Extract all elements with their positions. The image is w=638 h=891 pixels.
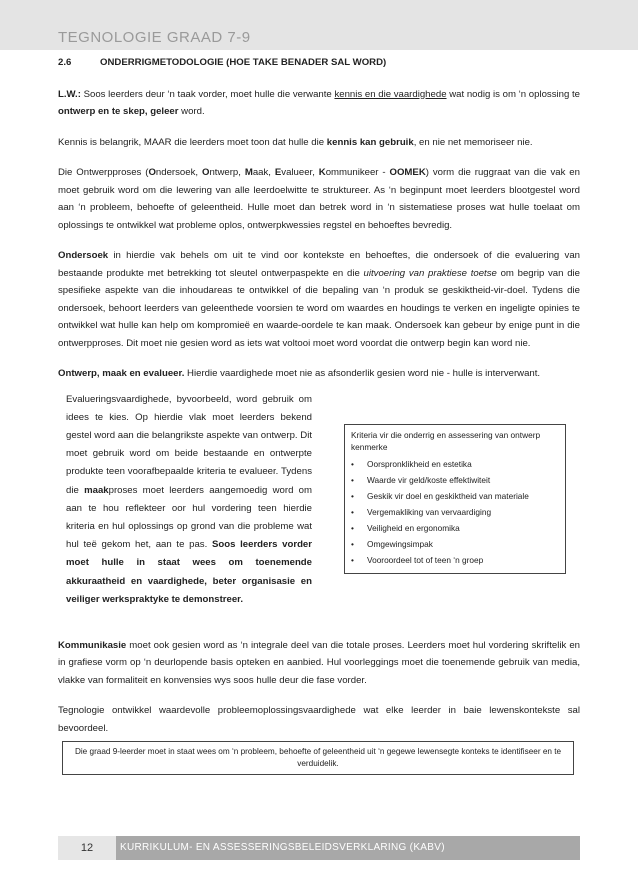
- bold-text: maak: [84, 484, 109, 496]
- bold-lead: Kommunikasie: [58, 639, 127, 651]
- text-run: om begrip van die spesifieke aspekte van die inhoudareas te ontwikkel of die bepaling van ‘n produk se geskiktheid-vir-doel. Tydens die ondersoek, behoort leerders van geleenthede voorsien te word om waardes en houdings te verken en ingeligte opinies te ontwikkel wat hulle kan help om kompromieë en waarde-oordele te kan maak. Ondersoek kan gebeur by enige punt in die ontwerpproses. Dit moet nie gesien word as iets wat voltooi moet word voordat die ontwerp begin kan word nie.: [58, 267, 581, 349]
- bullet: •: [351, 554, 354, 565]
- text-run: Hierdie vaardighede moet nie as afsonderlik gesien word nie - hulle is interverwant.: [184, 368, 541, 379]
- acronym-letter: K: [318, 167, 326, 178]
- criteria-list: [351, 458, 559, 566]
- list-item: [351, 522, 559, 534]
- list-item-text: Vooroordeel tot of teen ‘n groep: [367, 554, 484, 565]
- paragraph-oomek: [58, 164, 580, 234]
- bold-text: Soos leerders vorder moet hulle in staat wees om toenemende akkuraatheid en vaardighede, beter organisasie en veiliger werkspraktyke te demonstreer.: [66, 539, 312, 605]
- two-column-block: [58, 391, 580, 627]
- acronym-letter: O: [148, 167, 156, 178]
- underlined-text: kennis en die vaardighede: [334, 88, 447, 100]
- running-header: TEGNOLOGIE GRAAD 7-9: [58, 29, 251, 46]
- list-item: [351, 506, 559, 518]
- list-item-text: Vergemakliking van vervaardiging: [367, 506, 492, 517]
- list-item-text: Omgewingsimpak: [367, 538, 433, 549]
- text-run: valueer,: [281, 167, 319, 178]
- bullet: •: [351, 458, 354, 469]
- bold-lead: Ontwerp, maak en evalueer.: [58, 368, 185, 379]
- text-run: proses moet leerders aangemoedig word om aan te hou reflekteer oor hul vordering teen hierdie kriteria en hul oplossings op grond van die probleme wat hul teë gekom het, aan te pas.: [66, 484, 312, 551]
- criteria-title: Kriteria vir die onderrig en assessering van ontwerp kenmerke: [351, 429, 541, 452]
- text-run: word.: [178, 106, 205, 117]
- text-run: Die Ontwerpproses (: [58, 167, 149, 178]
- page-number: 12: [58, 836, 116, 860]
- lw-label: L.W.:: [58, 88, 81, 100]
- list-item-text: Veiligheid en ergonomika: [367, 522, 460, 533]
- text-run: ) vorm die ruggraat van die vak en moet gebruik word om die lewering van alle leerdoelwitte te struktureer. As ‘n beginpunt moet leerders blootgestel word aan ‘n probleem, behoefte of geleentheid. Hulle moet dan betrek word in ‘n sistematiese proses wat hulle toelaat om oplossings te ontwikkel wat probleme oplos, ontwerpkwessies regstel en behoeftes bevredig.: [58, 167, 580, 231]
- list-item-text: Geskik vir doel en geskiktheid van materiale: [367, 490, 529, 501]
- text-run: , en nie net memoriseer nie.: [413, 136, 533, 148]
- list-item: [351, 538, 559, 550]
- acronym-letter: O: [201, 167, 210, 178]
- footer-band: [58, 836, 580, 860]
- paragraph-tegnologie: [58, 702, 580, 737]
- italic-text: uitvoering van praktiese toetse: [363, 267, 497, 279]
- footer-title: KURRIKULUM- EN ASSESSERINGSBELEIDSVERKLARING (KABV): [120, 842, 445, 853]
- section-title: ONDERRIGMETODOLOGIE (HOE TAKE BENADER SAL WORD): [100, 57, 387, 68]
- paragraph-kommunikasie: [58, 637, 580, 690]
- text-run: Evalueringsvaardighede, byvoorbeeld, word gebruik om idees te kies. Op hierdie vlak moet leerders bekend gestel word aan die belangrikste aspekte van ontwerp. Dit moet gebruik word om beide bestaande en ontwerpte produkte teen voorafbepaalde kriteria te evalueer. Tydens die: [66, 393, 312, 496]
- oomek-acronym: OOMEK: [389, 167, 426, 178]
- bullet: •: [351, 474, 354, 485]
- text-run: ommunikeer -: [325, 167, 390, 178]
- paragraph-lw: [58, 86, 580, 121]
- text-run: ndersoek,: [155, 167, 202, 178]
- list-item: [351, 490, 559, 502]
- text-run: in hierdie vak behels om uit te vind oor kontekste en behoeftes, die ondersoek of die evaluering van bestaande produkte met betrekking tot sleutel ontwerpaspekte en die: [58, 250, 580, 279]
- bullet: •: [351, 490, 354, 501]
- text-run: wat nodig is om ‘n oplossing te: [446, 88, 580, 100]
- bullet: •: [351, 538, 354, 549]
- text-run: moet ook gesien word as ‘n integrale deel van die totale proses. Leerders moet hul vordering skriftelik en in grafiese vorm op ‘n deurlopende basis opteken en aanbied. Hul voorleggings moet die toenemende gebruik van media, vlakke van formaliteit en konvensies wys soos hulle deur die fase vorder.: [58, 639, 580, 686]
- acronym-letter: M: [244, 167, 253, 178]
- section-heading: [58, 54, 580, 72]
- bullet: •: [351, 506, 354, 517]
- paragraph-ontwerp: [58, 365, 580, 383]
- acronym-letter: E: [274, 167, 282, 178]
- section-number: 2.6: [58, 57, 72, 68]
- header-band: [0, 0, 638, 50]
- list-item: [351, 474, 559, 486]
- text-run: Tegnologie ontwikkel waardevolle probleemoplossingsvaardighede wat elke leerder in baie lewenskontekste sal bevoordeel.: [58, 705, 580, 734]
- list-item: [351, 458, 559, 470]
- list-item-text: Oorspronklikheid en estetika: [367, 458, 472, 469]
- grade9-note-box: Die graad 9-leerder moet in staat wees om ‘n probleem, behoefte of geleentheid uit ‘n gegewe lewensegte konteks te identifiseer en te verduidelik.: [62, 741, 574, 775]
- bold-text: kennis kan gebruik: [326, 136, 414, 148]
- bold-text: ontwerp en te skep, geleer: [58, 106, 179, 117]
- text-run: aak,: [252, 167, 275, 178]
- evaluation-text: [66, 391, 312, 609]
- text-run: ntwerp,: [209, 167, 245, 178]
- list-item-text: Waarde vir geld/koste effektiwiteit: [367, 474, 491, 485]
- paragraph-kennis: [58, 134, 580, 152]
- text-run: Soos leerders deur ‘n taak vorder, moet hulle die verwante: [80, 88, 335, 100]
- list-item: [351, 554, 559, 566]
- bullet: •: [351, 522, 354, 533]
- text-run: Kennis is belangrik, MAAR die leerders moet toon dat hulle die: [58, 136, 327, 148]
- paragraph-ondersoek: [58, 247, 580, 352]
- page-content: [58, 54, 580, 775]
- bold-lead: Ondersoek: [58, 250, 109, 261]
- criteria-box: [344, 424, 566, 574]
